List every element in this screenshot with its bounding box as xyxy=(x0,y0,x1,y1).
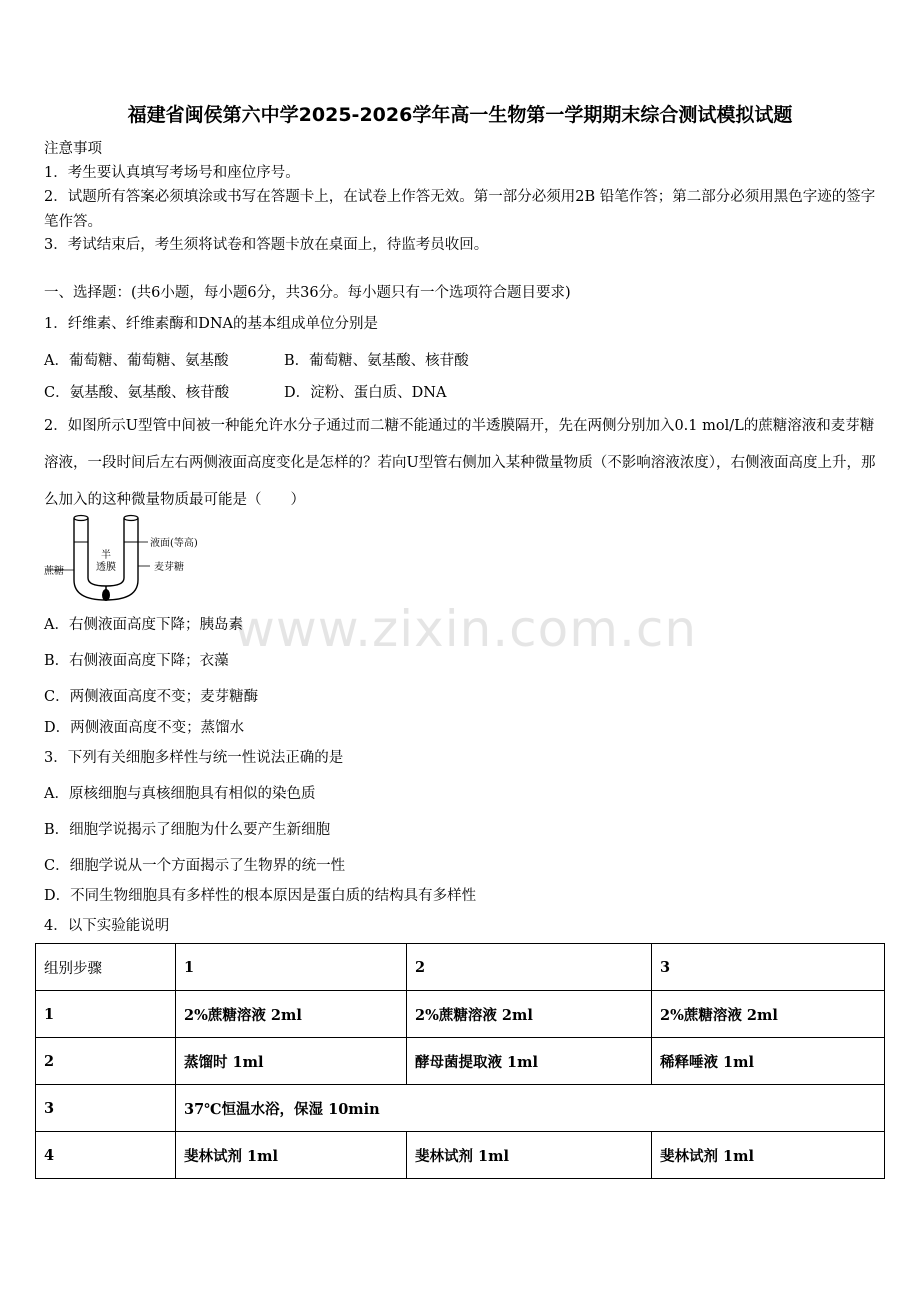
table-cell: 斐林试剂 1ml xyxy=(176,1132,407,1179)
option: D．淀粉、蛋白质、DNA xyxy=(284,385,447,401)
notice-heading: 注意事项 xyxy=(44,141,102,157)
question-2-stem: 2．如图所示U型管中间被一种能允许水分子通过而二糖不能通过的半透膜隔开，先在两侧分别加入0.1 mol/L的蔗糖溶液和麦芽糖溶液，一段时间后左右两侧液面高度变化是怎样的？若向U型管右侧加入某种微量物质（不影响溶液浓度），右侧液面高度上升，那么加入的这种微量物质最可能是（ ） xyxy=(44,418,876,508)
notice-item-1: 1．考生要认真填写考场号和座位序号。 xyxy=(44,165,300,181)
table-cell: 斐林试剂 1ml xyxy=(407,1132,652,1179)
table-cell: 稀释唾液 1ml xyxy=(652,1038,885,1085)
notice-item-3: 3．考试结束后，考生须将试卷和答题卡放在桌面上，待监考员收回。 xyxy=(44,237,489,253)
table-cell: 2%蔗糖溶液 2ml xyxy=(176,991,407,1038)
table-row xyxy=(36,1085,885,1132)
question-3-option-c: C．细胞学说从一个方面揭示了生物界的统一性 xyxy=(44,858,346,874)
table-cell: 2 xyxy=(407,944,652,991)
label-sucrose: 蔗糖 xyxy=(44,566,64,577)
table-cell: 组别步骤 xyxy=(36,944,176,991)
table-cell: 酵母菌提取液 1ml xyxy=(407,1038,652,1085)
table-cell: 2%蔗糖溶液 2ml xyxy=(407,991,652,1038)
section-heading: 一、选择题：(共6小题，每小题6分，共36分。每小题只有一个选项符合题目要求) xyxy=(44,285,571,301)
label-maltose: 麦芽糖 xyxy=(154,562,184,573)
question-3-option-d: D．不同生物细胞具有多样性的根本原因是蛋白质的结构具有多样性 xyxy=(44,888,477,904)
label-liquid-level: 液面(等高) xyxy=(150,538,198,549)
watermark: www.zixin.com.cn xyxy=(234,600,698,658)
question-1-options-row1 xyxy=(44,349,469,370)
experiment-table xyxy=(35,943,885,1179)
question-3-option-a: A．原核细胞与真核细胞具有相似的染色质 xyxy=(44,786,316,802)
u-tube-diagram xyxy=(40,510,220,606)
table-cell: 1 xyxy=(176,944,407,991)
table-cell: 3 xyxy=(36,1085,176,1132)
question-3-option-b: B．细胞学说揭示了细胞为什么要产生新细胞 xyxy=(44,822,331,838)
option: A．葡萄糖、葡萄糖、氨基酸 xyxy=(44,353,229,369)
table-cell: 1 xyxy=(36,991,176,1038)
table-cell: 斐林试剂 1ml xyxy=(652,1132,885,1179)
question-2-option-b: B．右侧液面高度下降；衣藻 xyxy=(44,653,229,669)
question-2-option-d: D．两侧液面高度不变；蒸馏水 xyxy=(44,720,245,736)
question-2-option-c: C．两侧液面高度不变；麦芽糖酶 xyxy=(44,689,259,705)
table-row xyxy=(36,1132,885,1179)
table-row xyxy=(36,1038,885,1085)
label-membrane-2: 透膜 xyxy=(96,562,116,573)
question-4-stem: 4．以下实验能说明 xyxy=(44,918,170,934)
question-2-option-a: A．右侧液面高度下降；胰岛素 xyxy=(44,617,243,633)
option: C．氨基酸、氨基酸、核苷酸 xyxy=(44,385,230,401)
page-title: 福建省闽侯第六中学2025-2026学年高一生物第一学期期末综合测试模拟试题 xyxy=(127,104,793,126)
table-cell: 2 xyxy=(36,1038,176,1085)
table-cell: 2%蔗糖溶液 2ml xyxy=(652,991,885,1038)
question-3-stem: 3．下列有关细胞多样性与统一性说法正确的是 xyxy=(44,750,344,766)
table-cell: 4 xyxy=(36,1132,176,1179)
option: B．葡萄糖、氨基酸、核苷酸 xyxy=(284,353,469,369)
table-row xyxy=(36,991,885,1038)
question-1-options-row2 xyxy=(44,381,447,402)
table-header-row xyxy=(36,944,885,991)
notice-item-2: 2．试题所有答案必须填涂或书写在答题卡上，在试卷上作答无效。第一部分必须用2B 铅笔作答；第二部分必须用黑色字迹的签字笔作答。 xyxy=(44,189,876,230)
table-cell: 37℃恒温水浴，保湿 10min xyxy=(176,1085,885,1132)
table-cell: 3 xyxy=(652,944,885,991)
label-membrane-1: 半 xyxy=(101,550,111,561)
question-1-stem: 1．纤维素、纤维素酶和DNA的基本组成单位分别是 xyxy=(44,316,379,332)
table-cell: 蒸馏时 1ml xyxy=(176,1038,407,1085)
